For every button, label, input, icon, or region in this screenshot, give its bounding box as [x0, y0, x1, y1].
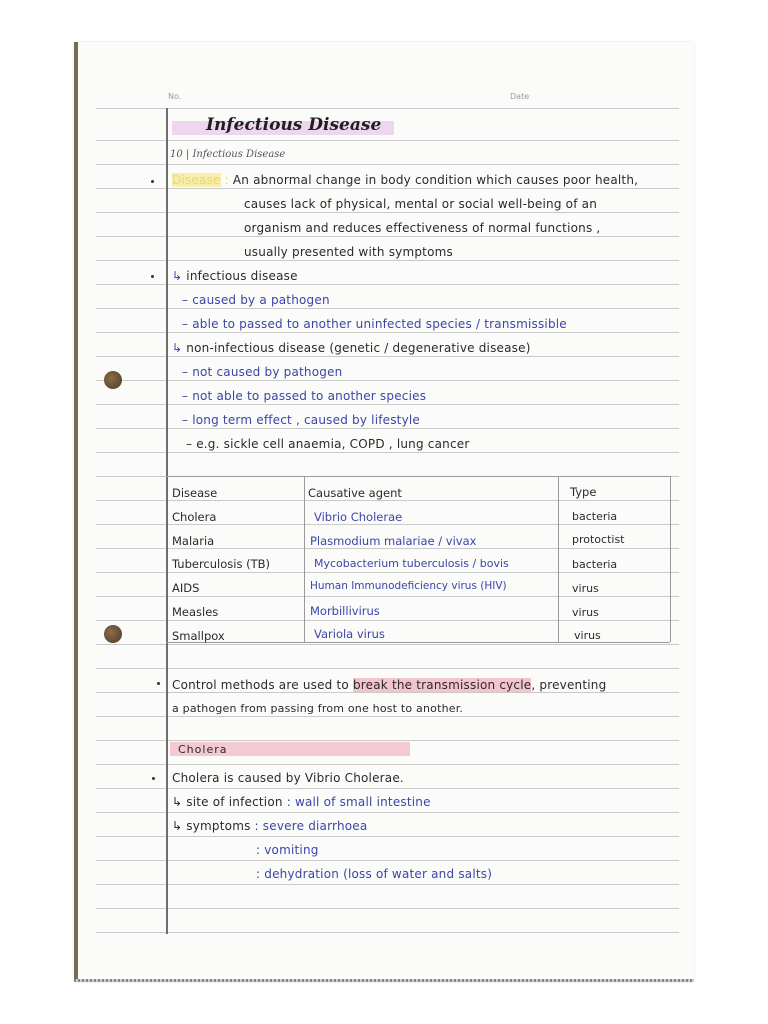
table-header-disease: Disease: [172, 486, 218, 500]
cholera-symptoms-label: symptoms: [186, 819, 251, 833]
definition-text-1: An abnormal change in body condition which causes poor health,: [232, 173, 639, 187]
ruled-line: [96, 716, 679, 717]
non-infectious-point-2: – not able to passed to another species: [182, 389, 427, 403]
bullet-point: [151, 180, 154, 183]
ruled-line: [96, 692, 679, 693]
cholera-site-value: : wall of small intestine: [286, 795, 431, 809]
table-cell-type: bacteria: [572, 510, 618, 523]
control-text-c: , preventing: [531, 678, 607, 692]
arrow-icon: ↳: [172, 819, 183, 833]
infectious-point-1: – caused by a pathogen: [182, 293, 330, 307]
cholera-symptom-2: : vomiting: [256, 843, 319, 857]
non-infectious-heading-line: [172, 341, 531, 355]
ruled-line: [96, 308, 679, 309]
ruled-line: [96, 596, 679, 597]
cholera-symptom-1: : severe diarrhoea: [254, 819, 368, 833]
table-cell-type: protoctist: [572, 533, 625, 546]
bullet-point: [157, 682, 160, 685]
margin-line: [166, 108, 168, 934]
table-header-type: Type: [570, 485, 597, 499]
table-border: [670, 476, 671, 642]
cholera-symptom-3: : dehydration (loss of water and salts): [256, 867, 493, 881]
arrow-icon: ↳: [172, 341, 183, 355]
punch-hole: [104, 625, 122, 643]
ruled-line: [96, 812, 679, 813]
arrow-icon: ↳: [172, 269, 183, 283]
non-infectious-heading: non-infectious disease (genetic / degenerative disease): [186, 341, 531, 355]
ruled-line: [96, 740, 679, 741]
ruled-line: [96, 548, 679, 549]
definition-term: Disease: [172, 173, 221, 187]
ruled-line: [96, 908, 679, 909]
arrow-icon: ↳: [172, 795, 183, 809]
ruled-line: [96, 404, 679, 405]
table-cell-agent: Mycobacterium tuberculosis / bovis: [314, 557, 509, 570]
ruled-line: [96, 884, 679, 885]
table-cell-disease: Tuberculosis (TB): [172, 557, 270, 571]
ruled-line: [96, 788, 679, 789]
date-label: Date: [510, 92, 530, 101]
ruled-line: [96, 620, 679, 621]
table-cell-disease: Malaria: [172, 534, 215, 548]
page-bottom-edge: [74, 979, 694, 982]
definition-line-3: organism and reduces effectiveness of normal functions ,: [244, 221, 601, 235]
infectious-point-2: – able to passed to another uninfected species / transmissible: [182, 317, 567, 331]
table-cell-disease: AIDS: [172, 581, 200, 595]
table-cell-agent: Plasmodium malariae / vivax: [310, 534, 477, 548]
table-header-agent: Causative agent: [308, 486, 402, 500]
table-cell-agent: Variola virus: [314, 627, 385, 641]
ruled-line: [96, 380, 679, 381]
ruled-line: [96, 332, 679, 333]
notebook-page: [74, 42, 694, 982]
cholera-line-1: Cholera is caused by Vibrio Cholerae.: [172, 771, 404, 785]
table-column-divider: [304, 476, 305, 642]
ruled-line: [96, 668, 679, 669]
ruled-line: [96, 212, 679, 213]
non-infectious-point-1: – not caused by pathogen: [182, 365, 343, 379]
control-line-2: a pathogen from passing from one host to another.: [172, 702, 464, 715]
control-highlight: break the transmission cycle: [352, 678, 532, 692]
control-text-a: Control methods are used to: [172, 678, 353, 692]
cholera-site-label: site of infection: [186, 795, 283, 809]
table-cell-type: virus: [572, 582, 599, 595]
ruled-line: [96, 356, 679, 357]
ruled-line: [96, 108, 679, 109]
definition-line-4: usually presented with symptoms: [244, 245, 453, 259]
table-cell-disease: Smallpox: [172, 629, 225, 643]
table-cell-agent: Vibrio Cholerae: [314, 510, 403, 524]
ruled-line: [96, 428, 679, 429]
cholera-heading: Cholera: [178, 743, 228, 756]
table-cell-agent: Morbillivirus: [310, 604, 380, 618]
non-infectious-point-4: – e.g. sickle cell anaemia, COPD , lung cancer: [186, 437, 470, 451]
ruled-line: [96, 284, 679, 285]
table-cell-agent: Human Immunodeficiency virus (HIV): [310, 580, 507, 592]
table-cell-type: virus: [572, 606, 599, 619]
table-cell-type: bacteria: [572, 558, 618, 571]
ruled-line: [96, 260, 679, 261]
bullet-point: [151, 275, 154, 278]
no-label: No.: [168, 92, 182, 101]
definition-line-2: causes lack of physical, mental or social well-being of an: [244, 197, 598, 211]
bullet-point: [152, 777, 155, 780]
ruled-line: [96, 140, 679, 141]
ruled-line: [96, 164, 679, 165]
ruled-line: [96, 452, 679, 453]
ruled-line: [96, 500, 679, 501]
ruled-line: [96, 860, 679, 861]
definition-line-1: Disease : An abnormal change in body condition which causes poor health,: [172, 173, 639, 187]
table-cell-type: virus: [574, 629, 601, 642]
non-infectious-point-3: – long term effect , caused by lifestyle: [182, 413, 421, 427]
page-binding-edge: [74, 42, 78, 982]
ruled-line: [96, 764, 679, 765]
table-border: [166, 642, 670, 643]
table-cell-disease: Cholera: [172, 510, 217, 524]
table-cell-disease: Measles: [172, 605, 219, 619]
infectious-heading-line: [172, 269, 298, 283]
subsection-heading: 10 | Infectious Disease: [170, 149, 286, 160]
ruled-line: [96, 836, 679, 837]
punch-hole: [104, 371, 122, 389]
ruled-line: [96, 644, 679, 645]
ruled-line: [96, 236, 679, 237]
cholera-site-line: [172, 795, 431, 809]
control-line-1: [172, 678, 606, 692]
ruled-line: [96, 572, 679, 573]
table-border: [166, 476, 670, 477]
ruled-line: [96, 524, 679, 525]
ruled-line: [96, 188, 679, 189]
infectious-heading: infectious disease: [186, 269, 298, 283]
cholera-symptoms-line: [172, 819, 367, 833]
ruled-line: [96, 932, 679, 933]
page-title: Infectious Disease: [206, 115, 382, 135]
table-column-divider: [558, 476, 559, 642]
